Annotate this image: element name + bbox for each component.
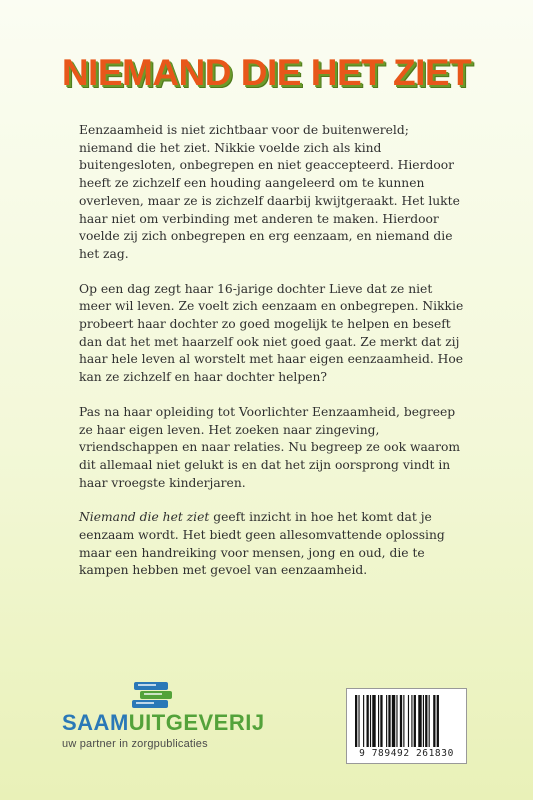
barcode-bar — [411, 695, 412, 747]
barcode-bar — [372, 695, 375, 747]
barcode-bar — [425, 695, 427, 747]
book-title: NIEMAND DIE HET ZIET — [61, 52, 472, 93]
italic-book-title: Niemand die het ziet — [79, 510, 210, 525]
barcode-bar — [355, 695, 357, 747]
barcode-bar — [386, 695, 387, 747]
blurb-paragraph-3: Pas na haar opleiding tot Voorlichter Eenzaamheid, begreep ze haar eigen leven. Het zoeken naar zingeving, vriendschappen en naar relaties. Nu begreep ze ook waarom dit allemaal niet gelukt is en dat het zijn oorsprong vindt in haar vroegste kinderjaren. — [79, 404, 461, 490]
barcode-bar — [380, 695, 382, 747]
barcode-bar — [429, 695, 430, 747]
barcode-bar — [403, 695, 404, 747]
barcode-bar — [367, 695, 369, 747]
barcode-bar — [437, 695, 439, 747]
blurb-paragraph-4-text: geeft inzicht in hoe het komt dat je eenzaam wordt. Het biedt geen allesomvattende oplossing maar een handreiking voor mensen, jong en oud, die te kampen hebben met gevoel van eenzaamheid. — [79, 510, 445, 578]
barcode-bar — [358, 695, 359, 747]
publisher-tagline: uw partner in zorgpublicaties — [62, 738, 208, 750]
barcode-bar — [363, 695, 364, 747]
barcode-bar — [433, 695, 435, 747]
barcode-bars — [355, 695, 461, 747]
barcode-bar — [408, 695, 409, 747]
isbn-barcode — [346, 688, 467, 764]
publisher-name: SAAMUITGEVERIJ — [62, 710, 265, 735]
publisher-logo — [62, 680, 265, 760]
barcode-bar — [378, 695, 379, 747]
barcode-bar — [400, 695, 402, 747]
barcode-bar — [418, 695, 421, 747]
blurb-paragraph-2: Op een dag zegt haar 16-jarige dochter Lieve dat ze niet meer wil leven. Ze voelt zich eenzaam en onbegrepen. Nikkie probeert haar dochter zo goed mogelijk te helpen en beseft dan dat het met haarzelf ook niet goed gaat. Ze merkt dat zij haar hele leven al worstelt met haar eigen eenzaamheid. Hoe kan ze zichzelf en haar dochter helpen? — [79, 281, 464, 385]
blurb-paragraph-1: Eenzaamheid is niet zichtbaar voor de buitenwereld; niemand die het ziet. Nikkie voelde zich als kind buitengesloten, onbegrepen en niet geaccepteerd. Hierdoor heeft ze zichzelf een houding aangeleerd om te kunnen overleven, maar ze is zichzelf daarbij kwijtgeraakt. Het lukte haar niet om verbinding met anderen te maken. Hierdoor voelde zij zich onbegrepen en erg eenzaam, en niemand die het zag. — [79, 123, 460, 261]
barcode-bar — [388, 695, 390, 747]
blurb-paragraph-4 — [79, 509, 464, 580]
blurb — [79, 122, 464, 597]
barcode-bar — [392, 695, 395, 747]
barcode-bar — [370, 695, 371, 747]
barcode-bar — [414, 695, 416, 747]
isbn-number: 9 789492 261830 — [359, 748, 454, 759]
book-stack-icon — [130, 680, 176, 710]
barcode-bar — [396, 695, 397, 747]
barcode-bar — [423, 695, 424, 747]
